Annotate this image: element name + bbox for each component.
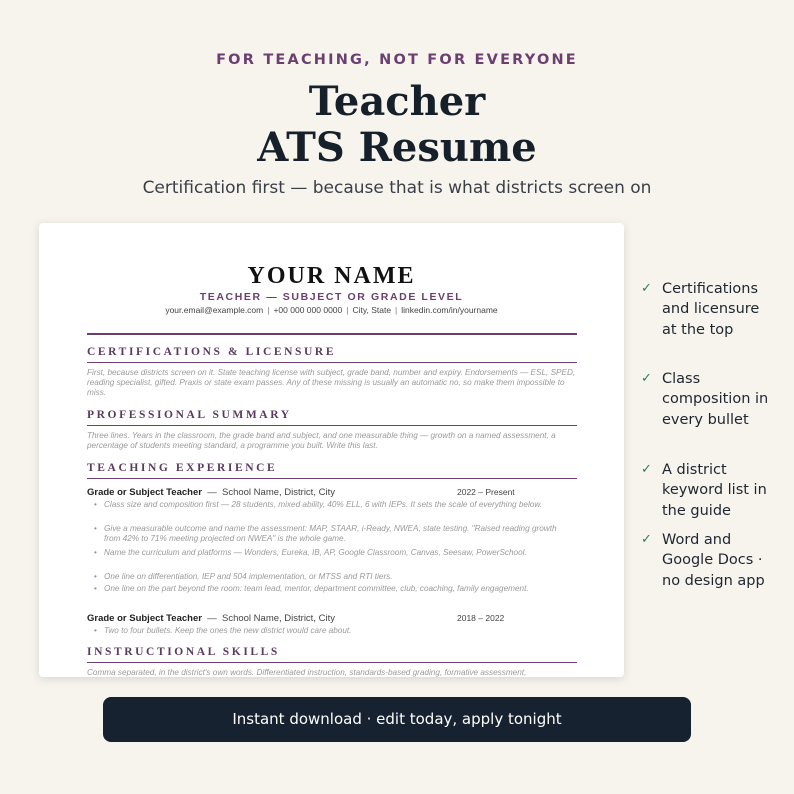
section-divider bbox=[87, 425, 577, 426]
section-title-summary: PROFESSIONAL SUMMARY bbox=[87, 409, 292, 421]
job-entry-1 bbox=[87, 487, 577, 498]
contact-email: your.email@example.com bbox=[165, 305, 264, 315]
job-dates: 2022 – Present bbox=[457, 487, 515, 497]
job-dash: — bbox=[207, 487, 217, 498]
check-icon: ✓ bbox=[641, 462, 652, 477]
job-dates: 2018 – 2022 bbox=[457, 613, 505, 623]
check-icon: ✓ bbox=[641, 281, 652, 296]
job-bullet: • Class size and composition first — 28 students, mixed ability, 40% ELL, 6 with IEPs. It sets the scale of everything below. bbox=[104, 500, 574, 510]
section-divider bbox=[87, 478, 577, 479]
skills-body: Comma separated, in the district's own words. Differentiated instruction, standards-based grading, formative assessment, bbox=[87, 668, 527, 677]
job-title: Grade or Subject Teacher bbox=[87, 613, 202, 624]
headline-line-1: Teacher bbox=[308, 78, 486, 125]
headline-line-2: ATS Resume bbox=[257, 124, 537, 171]
resume-role: TEACHER — SUBJECT OR GRADE LEVEL bbox=[199, 291, 464, 303]
job-bullet: • Two to four bullets. Keep the ones the new district would care about. bbox=[104, 626, 574, 636]
job-dash: — bbox=[207, 613, 217, 624]
job-title: Grade or Subject Teacher bbox=[87, 487, 202, 498]
job-bullet: • One line on the part beyond the room: team lead, mentor, department committee, club, coaching, family engagement. bbox=[104, 584, 574, 594]
check-icon: ✓ bbox=[641, 532, 652, 547]
contact-linkedin: linkedin.com/in/yourname bbox=[401, 305, 498, 315]
section-divider bbox=[87, 362, 577, 363]
contact-phone: +00 000 000 0000 bbox=[273, 305, 343, 315]
section-title-experience: TEACHING EXPERIENCE bbox=[87, 462, 278, 474]
feature-text: Word and Google Docs · no design app bbox=[662, 532, 765, 589]
certifications-body: First, because districts screen on it. State teaching license with subject, grade band, number and expiry. Endorsements — ESL, SPED, reading specialist, gifted. Praxis or state exam passes. Any of these missing is usually an automatic no, so make them impossible to miss. bbox=[87, 368, 576, 397]
feature-text: Class composition in every bullet bbox=[662, 371, 769, 428]
resume-contact-line: your.email@example.com | +00 000 000 0000 | City, State | linkedin.com/in/yourname bbox=[165, 305, 498, 315]
header-divider bbox=[87, 333, 577, 335]
check-icon: ✓ bbox=[641, 371, 652, 386]
job-entry-2 bbox=[87, 613, 577, 624]
eyebrow-tagline: FOR TEACHING, NOT FOR EVERYONE bbox=[216, 52, 578, 68]
instant-download-button[interactable]: Instant download · edit today, apply tonight bbox=[103, 697, 691, 742]
section-title-certifications: CERTIFICATIONS & LICENSURE bbox=[87, 346, 337, 358]
feature-text: A district keyword list in the guide bbox=[662, 462, 767, 519]
section-divider bbox=[87, 662, 577, 663]
feature-text: Certifications and licensure at the top bbox=[662, 281, 760, 338]
section-title-skills: INSTRUCTIONAL SKILLS bbox=[87, 646, 280, 658]
contact-location: City, State bbox=[352, 305, 392, 315]
resume-name: YOUR NAME bbox=[247, 263, 416, 289]
job-details: School Name, District, City bbox=[221, 487, 335, 498]
summary-body: Three lines. Years in the classroom, the grade band and subject, and one measurable thing — growth on a named assessment, a percentage of students meeting standard, a programme you built. Write this last. bbox=[87, 431, 556, 450]
job-bullet: • Give a measurable outcome and name the assessment: MAP, STAAR, i-Ready, NWEA, state testing. "Raised reading growth from 42% to 71% meeting projected on NWEA" is the whole game. bbox=[104, 524, 574, 544]
job-bullet: • One line on differentiation, IEP and 504 implementation, or MTSS and RTI tiers. bbox=[104, 572, 574, 582]
job-bullet: • Name the curriculum and platforms — Wonders, Eureka, IB, AP, Google Classroom, Canvas, Seesaw, PowerSchool. bbox=[104, 548, 574, 558]
job-details: School Name, District, City bbox=[221, 613, 335, 624]
subtitle: Certification first — because that is what districts screen on bbox=[142, 178, 652, 198]
